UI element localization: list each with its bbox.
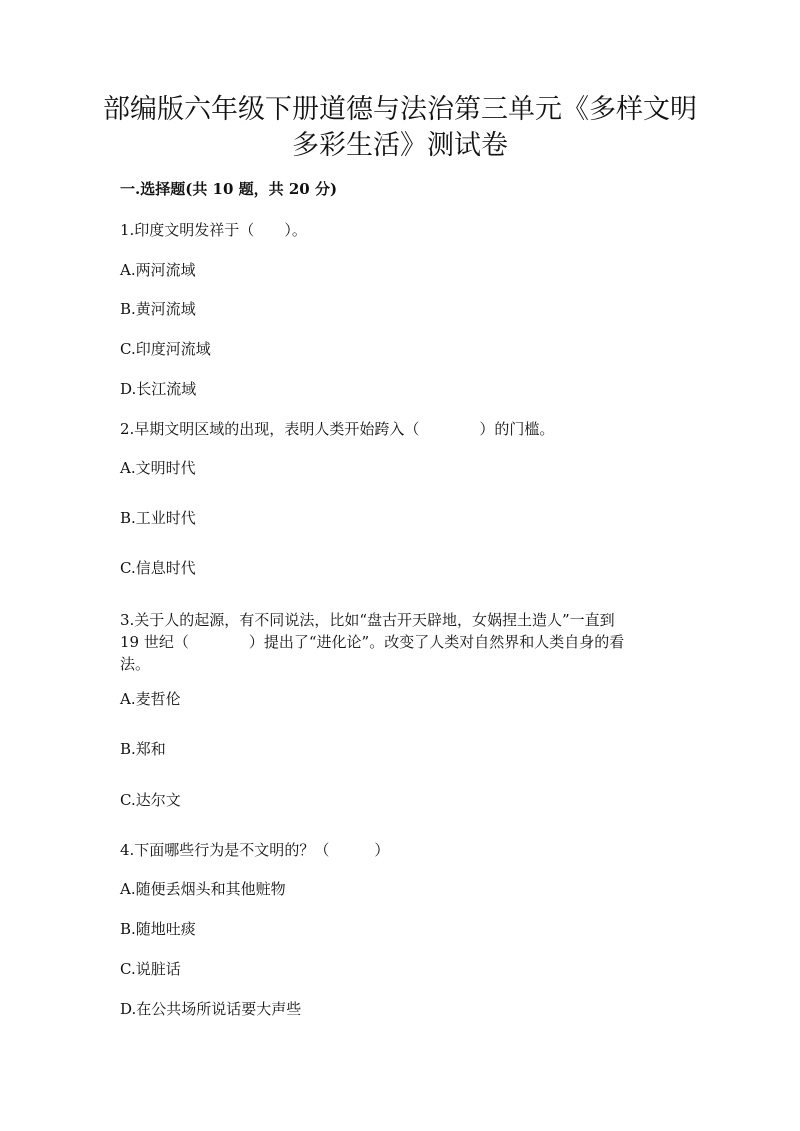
question-4-option-b: B.随地吐痰 (120, 920, 196, 938)
question-3-stem-line-2: 19 世纪（ ）提出了“进化论”。改变了人类对自然界和人类自身的看 (120, 633, 625, 651)
question-1-option-d: D.长江流域 (120, 380, 197, 398)
question-2-stem: 2.早期文明区域的出现，表明人类开始跨入（ ）的门槛。 (120, 420, 555, 438)
section-heading: 一.选择题(共 10 题，共 20 分) (120, 180, 338, 198)
question-4-option-a: A.随便丢烟头和其他赃物 (120, 880, 286, 898)
question-4-option-d: D.在公共场所说话要大声些 (120, 1000, 302, 1018)
paper-title-line-1: 部编版六年级下册道德与法治第三单元《多样文明 (103, 94, 697, 125)
question-1-stem: 1.印度文明发祥于（ ）。 (120, 221, 307, 239)
question-2-option-b: B.工业时代 (120, 509, 196, 527)
question-3-stem-line-3: 法。 (120, 655, 151, 673)
question-3-stem-line-1: 3.关于人的起源，有不同说法，比如“盘古开天辟地，女娲捏土造人”一直到 (120, 611, 615, 629)
question-1-option-a: A.两河流域 (120, 261, 196, 279)
question-2-option-a: A.文明时代 (120, 459, 196, 477)
question-1-option-c: C.印度河流域 (120, 340, 211, 358)
question-4-stem: 4.下面哪些行为是不文明的？（ ） (120, 841, 390, 859)
question-4-option-c: C.说脏话 (120, 960, 181, 978)
question-1-option-b: B.黄河流域 (120, 300, 196, 318)
question-3-option-c: C.达尔文 (120, 791, 181, 809)
question-2-option-c: C.信息时代 (120, 559, 196, 577)
paper-title-line-2: 多彩生活》测试卷 (292, 130, 508, 161)
question-3-option-a: A.麦哲伦 (120, 690, 181, 708)
question-3-option-b: B.郑和 (120, 740, 166, 758)
